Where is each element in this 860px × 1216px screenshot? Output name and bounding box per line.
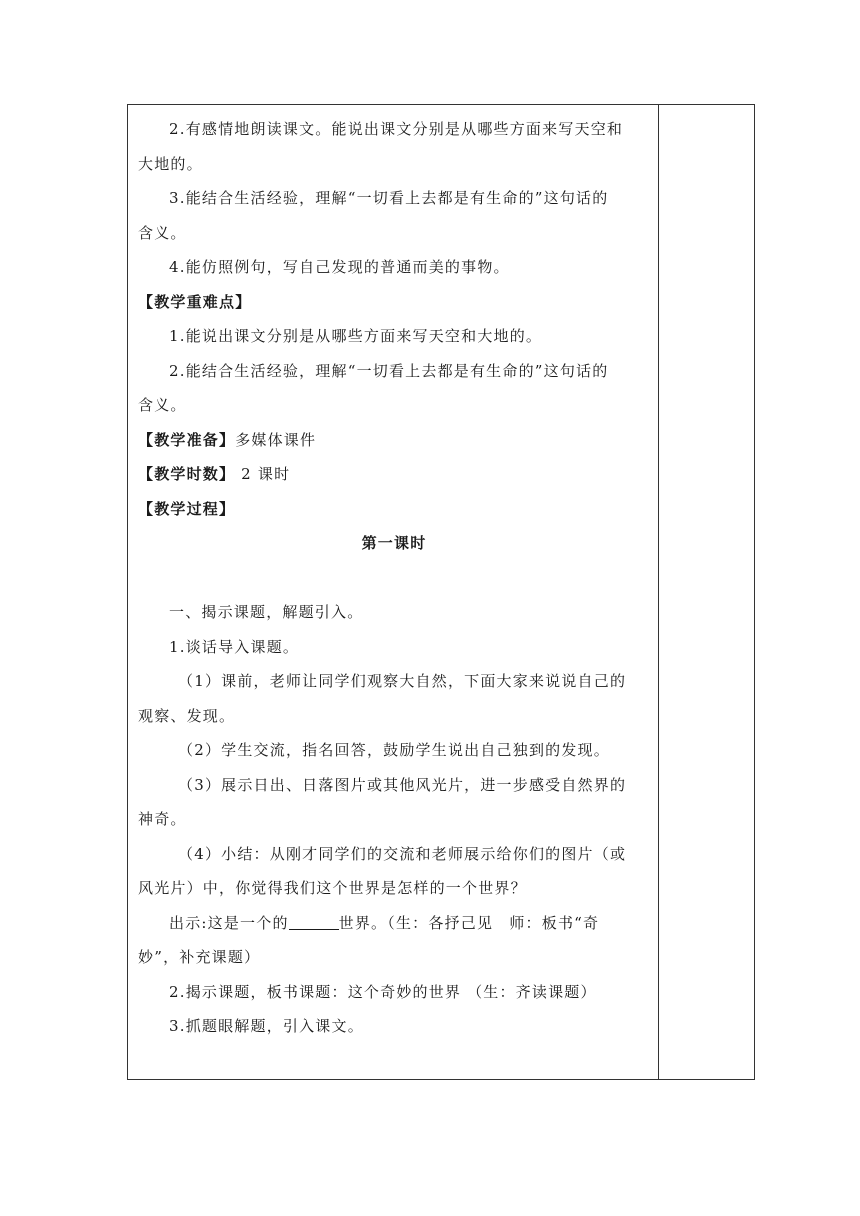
objective-2-line-2: 大地的。 [138, 154, 203, 173]
objective-2-line-1: 2.有感情地朗读课文。能说出课文分别是从哪些方面来写天空和 [169, 120, 624, 138]
section-1-step-3: 3.抓题眼解题，引入课文。 [169, 1017, 364, 1035]
section-1-step-2: 2.揭示课题，板书课题：这个奇妙的世界 （生：齐读课题） [169, 982, 597, 1001]
show-line [138, 906, 650, 941]
show-line-2: 妙”，补充课题） [138, 948, 261, 966]
sub-step-4-line-2: 风光片）中，你觉得我们这个世界是怎样的一个世界？ [138, 879, 527, 897]
blank-space [138, 561, 650, 596]
table-column-divider [658, 104, 659, 1080]
key-point-2-line-2: 含义。 [138, 396, 187, 414]
lesson-plan-content [138, 112, 650, 1044]
section-1-step-1: 1.谈话导入课题。 [169, 637, 300, 656]
preparation-label: 【教学准备】 [138, 430, 236, 449]
sub-step-1-line-2: 观察、发现。 [138, 706, 236, 725]
sub-step-1-line-1: （1）课前，老师让同学们观察大自然，下面大家来说说自己的 [178, 672, 627, 690]
fill-in-blank [289, 917, 339, 930]
sub-step-3-line-2: 神奇。 [138, 810, 187, 828]
process-heading: 【教学过程】 [138, 499, 236, 518]
preparation-value: 多媒体课件 [235, 430, 317, 449]
objective-3-line-1: 3.能结合生活经验，理解“一切看上去都是有生命的”这句话的 [169, 189, 609, 207]
preparation-line [138, 423, 650, 458]
sub-step-3-line-1: （3）展示日出、日落图片或其他风光片，进一步感受自然界的 [178, 775, 627, 794]
hours-label: 【教学时数】 [138, 465, 236, 483]
objective-4: 4.能仿照例句，写自己发现的普通而美的事物。 [169, 258, 510, 276]
key-point-2-line-1: 2.能结合生活经验，理解“一切看上去都是有生命的”这句话的 [169, 361, 609, 380]
show-after: 世界。（生：各抒己见 师：板书“奇 [338, 913, 600, 932]
hours-value: 2 课时 [235, 465, 291, 483]
sub-step-2: （2）学生交流，指名回答，鼓励学生说出自己独到的发现。 [178, 741, 610, 759]
section-1-title: 一、揭示课题，解题引入。 [169, 603, 364, 621]
show-before: 出示:这是一个的 [169, 913, 289, 932]
objective-3-line-2: 含义。 [138, 223, 187, 242]
key-points-heading: 【教学重难点】 [138, 292, 252, 311]
lesson-title: 第一课时 [361, 534, 427, 552]
sub-step-4-line-1: （4）小结：从刚才同学们的交流和老师展示给你们的图片（或 [178, 844, 627, 863]
key-point-1: 1.能说出课文分别是从哪些方面来写天空和大地的。 [169, 327, 543, 345]
hours-line [138, 457, 650, 492]
